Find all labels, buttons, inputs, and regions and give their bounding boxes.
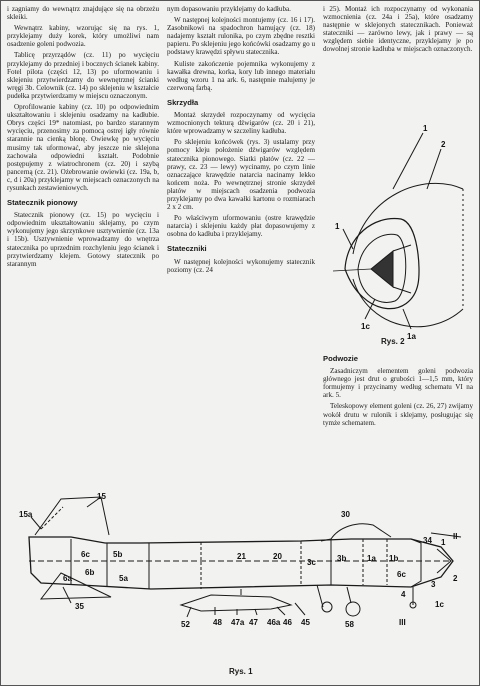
fig1-label: 6b: [85, 568, 95, 577]
fig1-label: III: [399, 618, 406, 627]
fig1-label: 47a: [231, 618, 245, 627]
fig1-label: II: [453, 532, 458, 541]
fig1-label: 21: [237, 552, 246, 561]
fig1-label: 15a: [19, 510, 33, 519]
figure-2-nozzle-drawing: [323, 119, 477, 347]
fig1-label: 46a: [267, 618, 281, 627]
paragraph: i zagniamy do wewnątrz znajdujące się na obrzeżu skleiki.: [7, 5, 159, 22]
fig1-label: 34: [423, 536, 432, 545]
text-column-3-lower: [323, 355, 473, 430]
paragraph: W następnej kolejności montujemy (cz. 16 i 17). Zasobnikowi na spadochron hamujący (cz. 18) nadajemy kształt rulonika, po czym zbędne resztki papieru. Po sklejeniu jego końcówki osadzamy go u podstawy krawędzi spływu statecznika.: [167, 16, 315, 57]
fig1-label: 3b: [337, 554, 347, 563]
fig2-label: 2: [441, 140, 446, 149]
figure-2-caption: Rys. 2: [381, 337, 405, 346]
section-heading: Skrzydła: [167, 97, 199, 107]
paragraph: Wewnątrz kabiny, wzorując się na rys. 1, przyklejamy duży korek, który umożliwi nam osadzenie goleni podwozia.: [7, 24, 159, 49]
paragraph: Po sklejeniu końcówek (rys. 3) ustalamy przy pomocy kleju położenie dźwigarów względem statecznika pionowego. Siatki płatów (cz. 22 — prawy, cz. 23 — lewy) wycinamy, po czym linie oznaczające krawędzie natarcia nacinamy lekko końcem noża. Po wewnętrznej stronie skrzydeł płatów w miejscach osadzenia podwozia przyklejamy po dwa kawałki kartonu o rozmiarach 2 x 2 cm.: [167, 138, 315, 212]
fig1-label: 45: [301, 618, 310, 627]
paragraph: Teleskopowy element goleni (cz. 26, 27) zwijamy wokół drutu w rulonik i sklejamy, posługując się tymże schematem.: [323, 402, 473, 427]
fig1-label: 1b: [389, 554, 399, 563]
fig1-label: 3: [431, 580, 436, 589]
paragraph: W następnej kolejności wykonujemy statecznik poziomy (cz. 24: [167, 257, 315, 274]
section-heading: Podwozie: [323, 354, 359, 363]
paragraph: Po właściwym uformowaniu (ostre krawędzie natarcia) i sklejeniu każdy płat dopasowujemy z osobna do kadłuba i przyklejamy.: [167, 214, 315, 239]
paragraph: Montaż skrzydeł rozpoczynamy od wycięcia wzmocnionych tekturą dźwigarów (cz. 20 i 21), które wprowadzamy w szczeliny kadłuba.: [167, 111, 315, 136]
paragraph: Oprofilowanie kabiny (cz. 10) po odpowiednim ukształtowaniu i sklejeniu osadzamy na kadłubie. Obrys części 19* natomiast, po bardzo starannym wycięciu, przenosimy za pomocą ostrej igły równie starannie na cienką błonę. Owiewkę po wycięciu musimy tak uformować, aby jeszcze nie sklejona zachowała odpowiedni kształt. Podobnie postępujemy z wiatrochronem (cz. 20) i szybą pancerną (cz. 21). Ożebrowanie owiewki (cz. 19a, b, c, d i 20a) przyklejamy w miejscach oznaczonych na rysunkach zestawieniowych.: [7, 103, 159, 192]
paragraph: Statecznik pionowy (cz. 15) po wycięciu i odpowiednim ukształtowaniu sklejamy, po czym wykonujemy jego skrzynkowe usztywnienie (cz. 13a i 15b). Usztywnienie wprowadzamy do wnętrza statecznika po uprzednim rozchyleniu jego ścianek i przytwierdzamy klejem. Gotowy statecznik po starannym: [7, 211, 159, 268]
fig1-label: 46: [283, 618, 292, 627]
figure-1-aircraft-drawing: [1, 477, 479, 685]
fig1-label: 1c: [435, 600, 444, 609]
fig2-label: 1a: [407, 332, 416, 341]
paragraph: Kuliste zakończenie pojemnika wykonujemy z kawałka drewna, korka, kory lub innego materiału według wzoru 1 na ark. 6, następnie malujemy je czerwoną farbą.: [167, 59, 315, 92]
fig1-label: 30: [341, 510, 350, 519]
paragraph: Tablicę przyrządów (cz. 11) po wycięciu przyklejamy do przedniej i bocznych ścianek kabiny. Fotel pilota (części 12, 13) po uformowaniu i sklejeniu przytwierdzamy do wewnętrznej ścianki wręgi 3b. Celownik (cz. 14) po sklejeniu w kształcie pudełka przytwierdzamy w miejscu oznaczonym.: [7, 51, 159, 100]
fig1-label: 6a: [63, 574, 72, 583]
section-heading: Stateczniki: [167, 244, 207, 254]
paragraph: Zasadniczym elementem goleni podwozia głównego jest drut o grubości 1—1,5 mm, który formujemy i przycinamy według schematu VI na ark. 5.: [323, 367, 473, 400]
fig1-label: 4: [401, 590, 406, 599]
fig1-label: 5a: [119, 574, 128, 583]
text-column-1: [7, 5, 159, 271]
fig1-label: 6c: [397, 570, 406, 579]
fig1-label: 5b: [113, 550, 123, 559]
text-column-3: [323, 5, 473, 57]
fig1-label: 15: [97, 492, 106, 501]
text-column-2: [167, 5, 315, 277]
fig1-label: 6c: [81, 550, 90, 559]
fig1-label: 47: [249, 618, 258, 627]
figure-1-caption: Rys. 1: [229, 667, 253, 676]
paragraph: nym dopasowaniu przyklejamy do kadłuba.: [167, 5, 291, 13]
fig1-label: 3c: [307, 558, 316, 567]
section-heading: Statecznik pionowy: [7, 198, 78, 208]
fig1-label: 20: [273, 552, 282, 561]
fig2-label: 1: [335, 222, 340, 231]
fig2-label: 1: [423, 124, 428, 133]
fig1-label: 35: [75, 602, 84, 611]
fig1-label: 58: [345, 620, 354, 629]
fig1-label: 2: [453, 574, 458, 583]
fig1-label: 48: [213, 618, 222, 627]
fig2-label: 1c: [361, 322, 370, 331]
fig1-label: 1: [441, 538, 446, 547]
fig1-label: 52: [181, 620, 190, 629]
paragraph: i 25). Montaż ich rozpoczynamy od wykonania wzmocnienia (cz. 24a i 25a), które osadzamy następnie w sklejonych statecznikach. Ponieważ stateczniki — zarówno lewy, jak i prawy — są względem siebie identyczne, przyklejamy je po dowolnej stronie kadłuba w miejscach oznaczonych.: [323, 5, 473, 54]
fig1-label: 1a: [367, 554, 376, 563]
